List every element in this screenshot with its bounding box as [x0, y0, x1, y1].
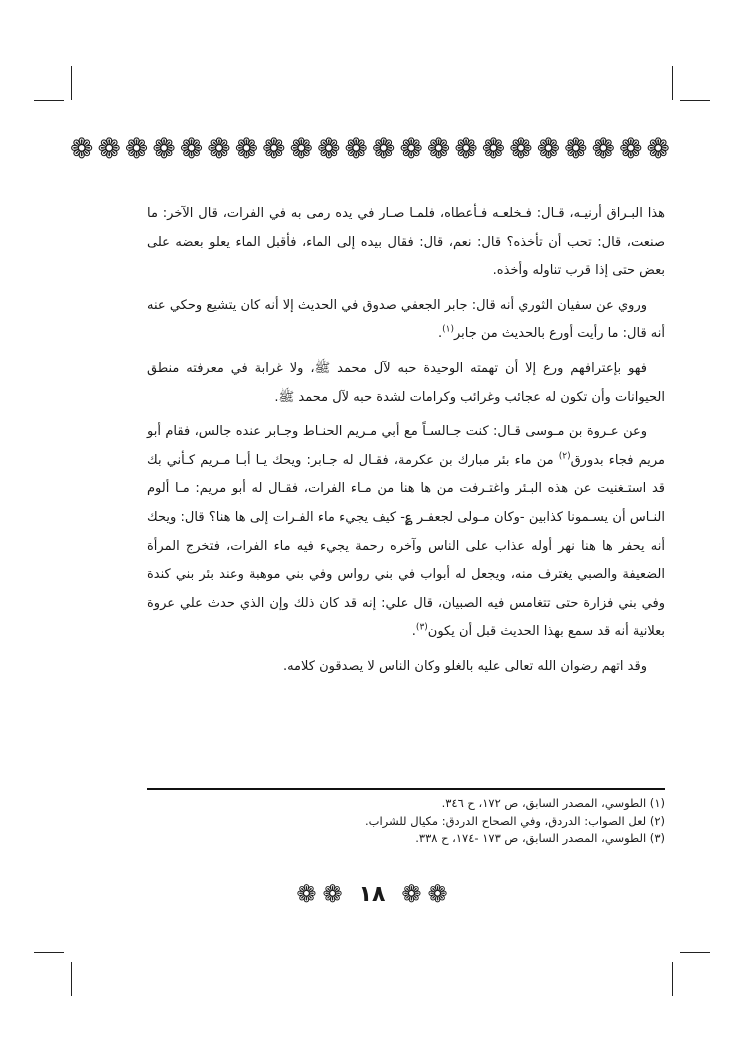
flower-ornament-icon: ❁ [481, 132, 506, 165]
flower-ornament-icon: ❁ [619, 132, 643, 165]
flower-ornament-icon: ❁ [152, 132, 176, 165]
flower-ornament-icon: ❁ [262, 132, 286, 165]
paragraph-5 [147, 653, 665, 682]
footnote-ref[interactable]: (٣) [415, 622, 428, 633]
crop-mark [34, 100, 64, 101]
flower-ornament-icon: ❁ [179, 132, 204, 165]
flower-ornament-icon: ❁ [454, 132, 478, 165]
flower-ornament-icon: ❁ [70, 132, 94, 165]
paragraph-text: فهو بإعترافهم ورع إلا أن تهمته الوحيدة حبه لآل محمد ﷺ، ولا غرابة في معرفته منطق الحيوانات وأن تكون له عجائب وغرائب وكرامات لشدة حبه لآل محمد ﷺ. [147, 360, 665, 405]
paragraph-text: وعن عـروة بن مـوسى قـال: كنت جـالسـاً مع أبي مـريم الحنـاط وجـابر عنده جالس، فقام أبو مريم فجاء بدورق [147, 424, 665, 468]
paragraph-4 [147, 418, 665, 647]
flower-ornament-icon: ❁ [124, 132, 149, 165]
crop-mark [71, 66, 72, 100]
crop-mark [680, 100, 710, 101]
flower-ornament-icon: ❁ [426, 132, 451, 165]
paragraph-text: هذا البـراق أرنيـه، قـال: فـخلعـه فـأعطاه، فلمـا صـار في يده رمى به في الفرات، قال الآخر: ما صنعت، قال: تحب أن تأخذه؟ قال: نعم، قال: فقال بيده إلى الماء، فأقبل الماء يعلو بعضه على بعض حتى إذا قرب تناوله وأخذه. [147, 206, 665, 279]
paragraph-1 [147, 200, 665, 286]
paragraph-text: من ماء بئر مبارك بن عكرمة، فقـال له جـابر: ويحك يـا أبـا مـريم كـأني بك قد استـغنيت عن هذه البـئر واغتـرفت من ها هنا من مـاء الفرات، فقـال له أبو مريم: مـا ألوم النـاس أن يسـمونا كذابين -وكان مـولى لجعفـر ؏- كيف يجيء ماء الفـرات إلى ها هنا؟ قال: ويحك أنه يحفر ها هنا نهر أوله عذاب على الناس وآخره رحمة يجيء فيه ماء الفرات، فتخرج المرأة الضعيفة والصبي يغترف منه، ويجعل له أبواب في بني رواس وفي بني موهبة وعند بئر بني كندة وفي بني فزارة حتى تتغامس فيه الصبيان، قال علي: إنه قد كان ذلك وإن الذي حدث علي عروة بعلانية أنه قد سمع بهذا الحديث قبل أن يكون [147, 452, 665, 640]
flower-ornament-icon: ❁ [322, 880, 343, 908]
footnote-2: (٢) لعل الصواب: الدردق، وفي الصحاح الدردق: مكيال للشراب. [364, 813, 665, 828]
paragraph-text: . [437, 326, 443, 342]
crop-mark [680, 952, 710, 953]
flower-ornament-icon: ❁ [97, 132, 121, 165]
footnote-ref[interactable]: (١) [442, 325, 454, 336]
paragraph-text: وروي عن سفيان الثوري أنه قال: جابر الجعفي صدوق في الحديث إلا أنه كان يتشيع وحكي عنه أنه قال: ما رأيت أورع بالحديث من جابر [147, 297, 665, 342]
flower-ornament-icon: ❁ [296, 880, 317, 908]
footnote-ref[interactable]: (٢) [558, 451, 571, 462]
flower-ornament-icon: ❁ [289, 132, 314, 165]
footnote-1: (١) الطوسي، المصدر السابق، ص ١٧٢، ح ٣٤٦. [441, 796, 665, 810]
flower-ornament-icon: ❁ [234, 132, 259, 165]
flower-ornament-icon: ❁ [427, 880, 448, 908]
paragraph-text: وقد اتهم رضوان الله تعالى عليه بالغلو وكان الناس لا يصدقون كلامه. [282, 658, 647, 674]
page-body [147, 200, 665, 688]
flower-ornament-icon: ❁ [344, 132, 368, 165]
flower-ornament-icon: ❁ [564, 132, 588, 165]
flower-ornament-icon: ❁ [399, 132, 423, 165]
flower-ornament-icon: ❁ [401, 880, 422, 908]
crop-mark [672, 66, 673, 100]
flower-ornament-icon: ❁ [509, 132, 533, 165]
page-number: ١٨ [358, 881, 386, 907]
paragraph-2 [147, 292, 665, 349]
flower-ornament-icon: ❁ [646, 132, 670, 165]
flower-ornament-icon: ❁ [371, 132, 396, 165]
footnotes [147, 795, 665, 848]
page-footer [0, 876, 744, 912]
crop-mark [34, 952, 64, 953]
paragraph-3 [147, 355, 665, 412]
paragraph-text: . [411, 624, 416, 640]
flower-ornament-icon: ❁ [207, 132, 231, 165]
crop-mark [71, 962, 72, 996]
footnote-separator [147, 788, 665, 790]
footnote-3: (٣) الطوسي، المصدر السابق، ص ١٧٣ -١٧٤، ح ٣٣٨. [415, 831, 665, 845]
crop-mark [672, 962, 673, 996]
flower-ornament-icon: ❁ [536, 132, 561, 165]
header-ornament-row [70, 131, 670, 167]
flower-ornament-icon: ❁ [317, 132, 341, 165]
flower-ornament-icon: ❁ [591, 132, 616, 165]
